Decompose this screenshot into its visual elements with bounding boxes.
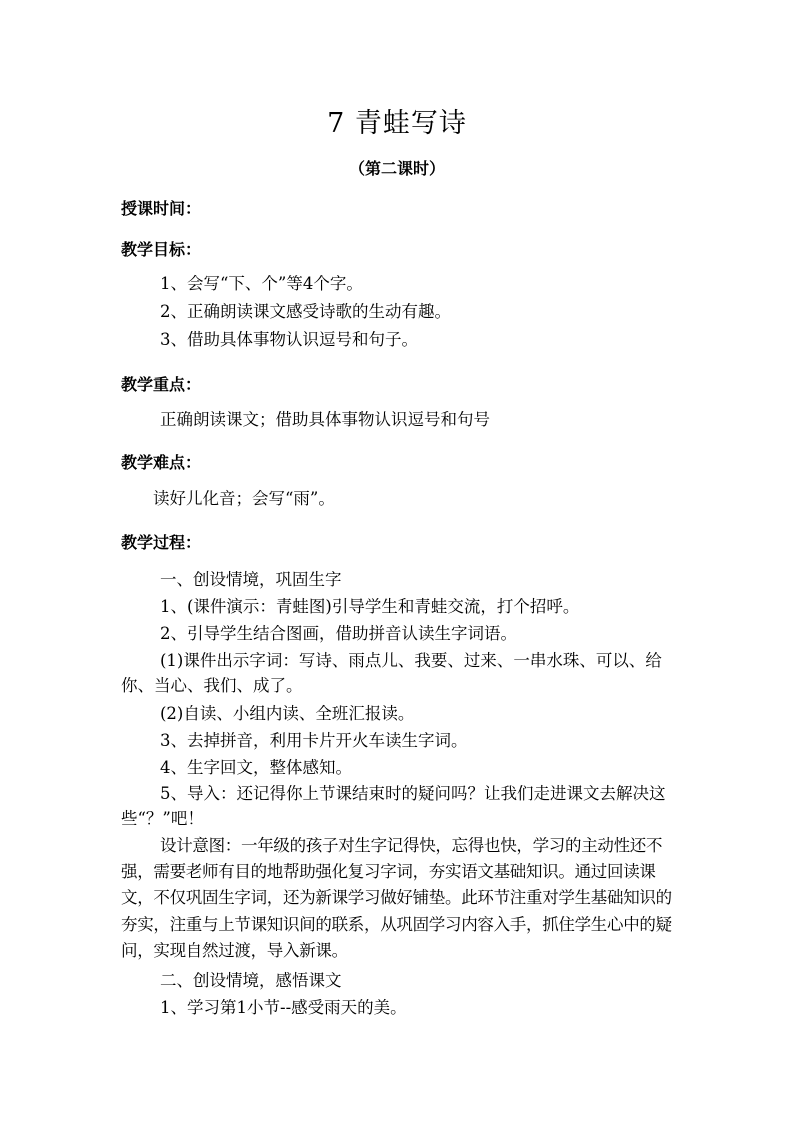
step1-item-2b: (2)自读、小组内读、全班汇报读。 — [160, 704, 415, 723]
goal-item-1: 1、会写“下、个”等4个字。 — [160, 274, 363, 293]
difficulty-heading: 教学难点： — [121, 453, 202, 472]
step1-title: 一、创设情境，巩固生字 — [160, 570, 342, 589]
time-heading: 授课时间： — [121, 199, 202, 218]
step1-item-1: 1、(课件演示：青蛙图)引导学生和青蛙交流，打个招呼。 — [160, 597, 580, 616]
step1-item-4: 4、生字回文，整体感知。 — [160, 758, 352, 777]
step1-item-3: 3、去掉拼音，利用卡片开火车读生字词。 — [160, 731, 468, 750]
step2-title: 二、创设情境，感悟课文 — [160, 971, 342, 990]
step1-item-2a: (1)课件出示字词：写诗、雨点儿、我要、过来、一串水珠、可以、给你、当心、我们、成了。 — [121, 651, 662, 695]
process-heading: 教学过程： — [121, 533, 202, 552]
step1-item-5: 5、导入：还记得你上节课结束时的疑问吗？让我们走进课文去解决这些“？”吧！ — [121, 784, 666, 828]
design-intent-note: 设计意图：一年级的孩子对生字记得快，忘得也快，学习的主动性还不强，需要老师有目的地帮助强化复习字词，夯实语文基础知识。通过回读课文，不仅巩固生字词，还为新课学习做好铺垫。此环节注重对学生基础知识的夯实，注重与上节课知识间的联系，从巩固学习内容入手，抓住学生心中的疑问，实现自然过渡，导入新课。 — [121, 836, 672, 960]
step1-item-2: 2、引导学生结合图画，借助拼音认读生字词语。 — [160, 624, 517, 643]
step2-item-1: 1、学习第1小节--感受雨天的美。 — [160, 998, 407, 1017]
difficulty-text: 读好儿化音；会写“雨”。 — [153, 489, 335, 508]
key-points-text: 正确朗读课文；借助具体事物认识逗号和句号 — [160, 410, 490, 429]
goals-heading: 教学目标： — [121, 240, 202, 259]
goal-item-2: 2、正确朗读课文感受诗歌的生动有趣。 — [160, 302, 451, 321]
goal-item-3: 3、借助具体事物认识逗号和句子。 — [160, 330, 418, 349]
page-subtitle: （第二课时） — [348, 159, 445, 178]
key-points-heading: 教学重点： — [121, 375, 202, 394]
page-title: 7 青蛙写诗 — [327, 108, 467, 139]
